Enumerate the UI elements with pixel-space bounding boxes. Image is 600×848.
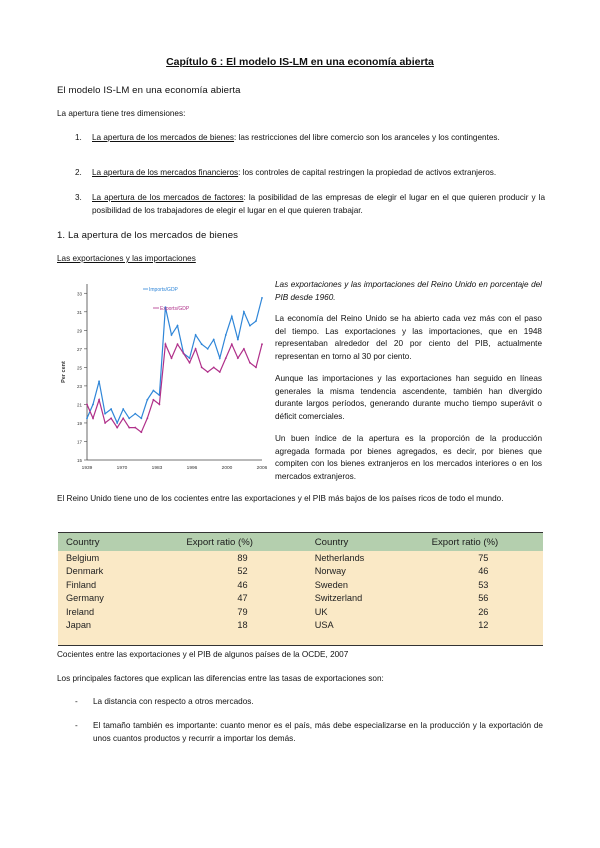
country-cell: Belgium (58, 551, 178, 565)
dimension-lead: La apertura de los mercados financieros (92, 168, 239, 177)
list-number: 2. (75, 168, 82, 177)
dimension-text: : las restricciones del libre comercio son los aranceles y los contingentes. (234, 133, 500, 142)
ratio-cell: 56 (424, 592, 543, 606)
y-tick-label: 31 (76, 309, 82, 315)
header-country: Country (307, 533, 424, 551)
x-tick-label: 1983 (151, 466, 163, 471)
data-point (237, 339, 239, 341)
country-cell: Japan (58, 619, 178, 633)
data-point (237, 357, 239, 359)
data-point (213, 339, 215, 341)
data-point (231, 343, 233, 345)
dimension-item-1 (75, 132, 545, 145)
legend-exports: Exports/GDP (160, 306, 190, 312)
data-point (152, 390, 154, 392)
table-row (58, 565, 543, 579)
data-point (195, 334, 197, 336)
data-point (92, 417, 94, 419)
country-cell: Finland (58, 578, 178, 592)
data-point (122, 408, 124, 410)
ratio-cell: 53 (424, 578, 543, 592)
country-cell: Denmark (58, 565, 178, 579)
factors-intro: Los principales factores que explican las diferencias entre las tasas de exportaciones son: (57, 674, 384, 683)
country-cell: Germany (58, 592, 178, 606)
data-point (128, 427, 130, 429)
data-point (225, 334, 227, 336)
data-point (171, 357, 173, 359)
ratio-cell: 75 (424, 551, 543, 565)
data-point (86, 417, 88, 419)
data-point (255, 366, 257, 368)
ratio-cell: 46 (178, 578, 306, 592)
x-tick-label: 1939 (81, 466, 93, 471)
export-table (58, 533, 543, 632)
data-point (219, 371, 221, 373)
data-point (189, 362, 191, 364)
country-cell: UK (307, 605, 424, 619)
y-tick-label: 19 (76, 420, 82, 426)
uk-paragraph: El Reino Unido tiene uno de los cocientes entre las exportaciones y el PIB más bajos de los países ricos de todo el mundo. (57, 494, 504, 503)
section-heading: El modelo IS-LM en una economía abierta (57, 85, 241, 96)
x-tick-label: 1970 (116, 466, 128, 471)
trade-chart (57, 278, 267, 474)
y-tick-label: 21 (76, 402, 82, 408)
country-cell: Sweden (307, 578, 424, 592)
factor-item-1 (57, 696, 543, 709)
ratio-cell: 52 (178, 565, 306, 579)
dimension-lead: La apertura de los mercados de factores (92, 193, 244, 202)
export-table-box (58, 532, 543, 646)
ratio-cell: 47 (178, 592, 306, 606)
data-point (249, 362, 251, 364)
series-line-imports (87, 298, 262, 423)
header-export-ratio: Export ratio (%) (424, 533, 543, 551)
y-tick-label: 33 (76, 291, 82, 297)
factor-text: La distancia con respecto a otros mercados. (93, 697, 254, 706)
dimension-item-2 (75, 167, 545, 180)
table-row (58, 619, 543, 633)
data-point (110, 417, 112, 419)
data-point (86, 404, 88, 406)
sub-heading: Las exportaciones y las importaciones (57, 254, 196, 263)
chart-caption: Las exportaciones y las importaciones del Reino Unido en porcentaje del PIB desde 1960. (275, 280, 542, 302)
factor-item-2 (57, 720, 543, 745)
trade-chart-svg (57, 278, 267, 474)
side-paragraph-3: Un buen índice de la apertura es la proporción de la producción agregada formada por bienes agregados, es decir, por bienes que compiten con los bienes extranjeros en los mercados interiores o en los mercados extranjeros. (275, 434, 542, 481)
data-point (128, 417, 130, 419)
country-cell: USA (307, 619, 424, 633)
dimension-text: : los controles de capital restringen la propiedad de activos extranjeros. (238, 168, 497, 177)
factor-text: El tamaño también es importante: cuanto menor es el país, más debe especializarse en la producción y la exportación de unos cuantos productos y recurrir a importar los demás. (93, 721, 543, 743)
ratio-cell: 46 (424, 565, 543, 579)
data-point (213, 366, 215, 368)
ratio-cell: 79 (178, 605, 306, 619)
table-header-row (58, 533, 543, 551)
data-point (134, 427, 136, 429)
y-tick-label: 25 (76, 365, 82, 371)
data-point (134, 413, 136, 415)
data-point (231, 316, 233, 318)
y-tick-label: 15 (76, 458, 82, 463)
data-point (189, 357, 191, 359)
data-point (243, 348, 245, 350)
data-point (146, 399, 148, 401)
data-point (177, 343, 179, 345)
table-caption: Cocientes entre las exportaciones y el PIB de algunos países de la OCDE, 2007 (57, 650, 349, 659)
ratio-cell: 12 (424, 619, 543, 633)
chapter-title: Capítulo 6 : El modelo IS-LM en una economía abierta (166, 56, 434, 68)
series-line-exports (87, 344, 262, 432)
table-row (58, 592, 543, 606)
data-point (249, 325, 251, 327)
data-point (140, 417, 142, 419)
country-cell: Netherlands (307, 551, 424, 565)
list-number: 3. (75, 193, 82, 202)
bullet-dash: - (75, 697, 78, 706)
data-point (152, 399, 154, 401)
y-tick-label: 23 (76, 383, 82, 389)
country-cell: Switzerland (307, 592, 424, 606)
data-point (255, 320, 257, 322)
data-point (159, 404, 161, 406)
dimension-item-3 (75, 192, 545, 217)
side-paragraph-1: La economía del Reino Unido se ha abierto cada vez más con el paso del tiempo. Las exportaciones y las importaciones, que en 1948 representaban alrededor del 20 por ciento del PIB, actualmente representan en torno al 30 por ciento. (275, 314, 542, 361)
dimension-text: : la posibilidad de las empresas de elegir el lugar en el que quieren producir y la posibilidad de los trabajadores de elegir el lugar en el que quieren trabajar. (92, 193, 545, 215)
data-point (116, 422, 118, 424)
data-point (146, 417, 148, 419)
table-row (58, 605, 543, 619)
data-point (104, 422, 106, 424)
y-tick-label: 29 (76, 328, 82, 334)
data-point (98, 380, 100, 382)
bullet-dash: - (75, 721, 78, 730)
legend-imports: Imports/GDP (149, 287, 178, 293)
x-tick-label: 2006 (256, 466, 267, 471)
country-cell: Norway (307, 565, 424, 579)
data-point (104, 413, 106, 415)
header-export-ratio: Export ratio (%) (178, 533, 306, 551)
data-point (183, 353, 185, 355)
data-point (165, 343, 167, 345)
y-axis-label: Per cent (61, 361, 67, 383)
data-point (243, 311, 245, 313)
data-point (261, 343, 263, 345)
ratio-cell: 26 (424, 605, 543, 619)
data-point (122, 417, 124, 419)
table-row (58, 551, 543, 565)
dimension-lead: La apertura de los mercados de bienes (92, 133, 235, 142)
x-tick-label: 1996 (186, 466, 198, 471)
header-country: Country (58, 533, 178, 551)
ratio-cell: 89 (178, 551, 306, 565)
data-point (92, 404, 94, 406)
data-point (140, 431, 142, 433)
data-point (261, 297, 263, 299)
data-point (201, 343, 203, 345)
side-paragraph-2: Aunque las importaciones y las exportaciones han seguido en líneas generales la misma tendencia ascendente, también han divergido durante largos períodos, generando durante mucho tiempo superávit o déficit comerciales. (275, 374, 542, 421)
data-point (195, 348, 197, 350)
data-point (110, 408, 112, 410)
ratio-cell: 18 (178, 619, 306, 633)
intro-text: La apertura tiene tres dimensiones: (57, 109, 186, 118)
data-point (207, 371, 209, 373)
x-tick-label: 2000 (221, 466, 233, 471)
data-point (116, 427, 118, 429)
data-point (98, 399, 100, 401)
country-cell: Ireland (58, 605, 178, 619)
data-point (177, 325, 179, 327)
data-point (201, 366, 203, 368)
data-point (207, 348, 209, 350)
data-point (171, 334, 173, 336)
data-point (225, 357, 227, 359)
list-number: 1. (75, 133, 82, 142)
table-row (58, 578, 543, 592)
subsection-heading: 1. La apertura de los mercados de bienes (57, 230, 239, 241)
data-point (219, 357, 221, 359)
y-tick-label: 17 (76, 439, 82, 445)
y-tick-label: 27 (76, 346, 82, 352)
